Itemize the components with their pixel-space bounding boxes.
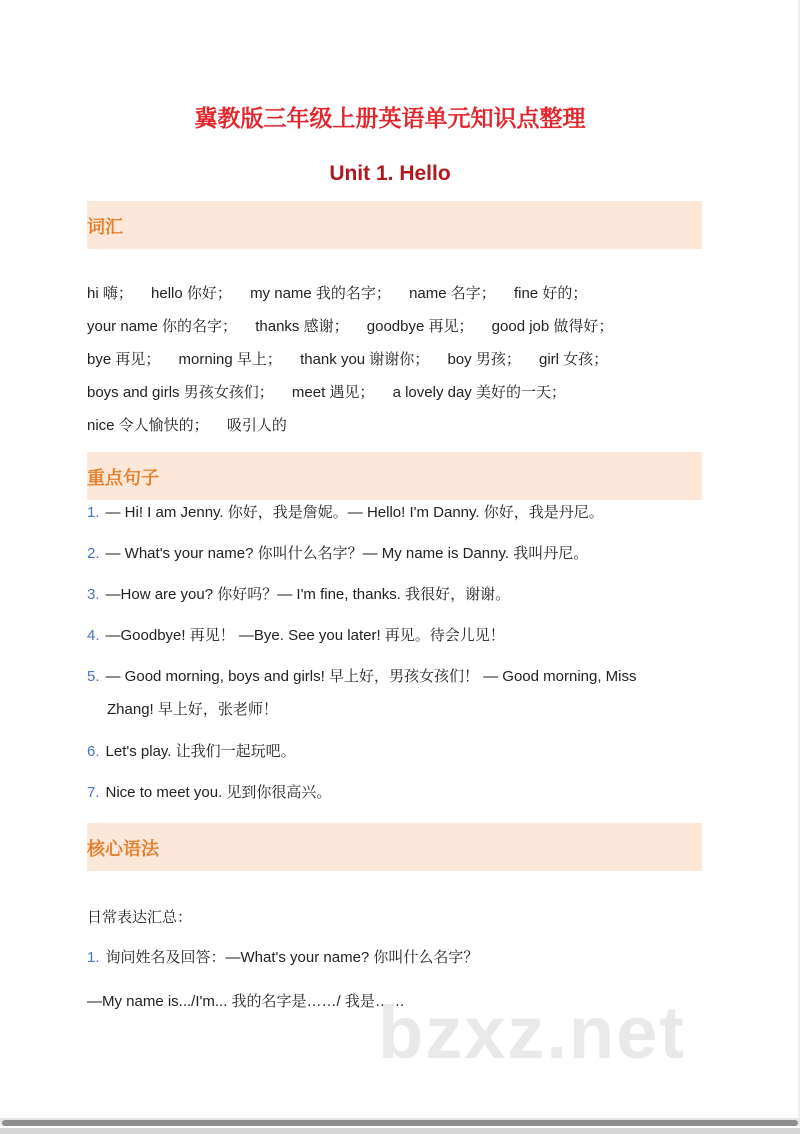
vocabulary-item: meet 遇见； [291, 384, 375, 401]
item-number: 1. [87, 504, 100, 521]
vocabulary-item: 吸引人的 [226, 417, 287, 434]
unit-title: Unit 1. Hello [329, 162, 451, 185]
sentence-text: — What's your name? 你叫什么名字？— My name is Danny. 我叫丹尼。 [105, 545, 589, 562]
item-number: 1. [87, 949, 100, 966]
vocabulary-item: boys and girls 男孩女孩们； [87, 384, 274, 401]
item-number: 5. [87, 668, 100, 685]
vocabulary-item: hello 你好； [151, 285, 232, 302]
sentence-text: —How are you? 你好吗？— I'm fine, thanks. 我很好，谢谢。 [105, 586, 511, 603]
vocabulary-item: name 名字； [409, 285, 496, 302]
vocabulary-item: goodbye 再见； [366, 318, 474, 335]
vocabulary-item: thanks 感谢； [255, 318, 349, 335]
section-heading: 词汇 [87, 217, 123, 237]
item-number: 7. [87, 784, 100, 801]
grammar-item [87, 941, 707, 974]
sentence-item [87, 660, 707, 693]
grammar-text: 询问姓名及回答：—What's your name? 你叫什么名字？ [105, 949, 479, 966]
item-number: 3. [87, 586, 100, 603]
sentence-item [87, 578, 707, 611]
vocabulary-item: girl 女孩； [539, 351, 609, 368]
sentence-item [87, 776, 707, 809]
sentence-item [87, 537, 707, 570]
sentence-text: —Goodbye! 再见！ —Bye. See you later! 再见。待会儿见！ [105, 627, 505, 644]
vocabulary-item: boy 男孩； [447, 351, 521, 368]
item-number: 6. [87, 743, 100, 760]
sentence-text: — Good morning, boys and girls! 早上好，男孩女孩们！ — Good morning, Miss [105, 668, 637, 685]
vocabulary-item: a lovely day 美好的一天； [392, 384, 566, 401]
section-header-grammar [87, 823, 702, 871]
sentence-item [87, 496, 707, 529]
vocabulary-item: my name 我的名字； [250, 285, 391, 302]
watermark: bzxz.net [378, 991, 686, 1074]
vocabulary-item: your name 你的名字； [87, 318, 238, 335]
vocabulary-item: thank you 谢谢你； [300, 351, 430, 368]
sentence-text: — Hi! I am Jenny. 你好，我是詹妮。— Hello! I'm Danny. 你好，我是丹尼。 [105, 504, 604, 521]
vocabulary-item: nice 令人愉快的； [87, 417, 209, 434]
item-number: 2. [87, 545, 100, 562]
vocabulary-list [87, 277, 702, 442]
sentence-continuation: Zhang! 早上好，张老师！ [107, 701, 278, 718]
sentence-text: Nice to meet you. 见到你很高兴。 [105, 784, 332, 801]
sentence-item [87, 619, 707, 652]
vocabulary-item: bye 再见； [87, 351, 161, 368]
document-title: 冀教版三年级上册英语单元知识点整理 [194, 105, 586, 131]
vocabulary-item: hi 嗨； [87, 285, 133, 302]
sentence-item [87, 735, 707, 768]
section-header-key-sentences [87, 452, 702, 500]
grammar-intro: 日常表达汇总： [87, 909, 193, 926]
sentence-text: Let's play. 让我们一起玩吧。 [105, 743, 296, 760]
horizontal-scrollbar-thumb[interactable] [2, 1120, 798, 1126]
vocabulary-item: good job 做得好； [491, 318, 614, 335]
item-number: 4. [87, 627, 100, 644]
grammar-answer-line: —My name is.../I'm... 我的名字是……/ 我是…… [87, 993, 405, 1010]
section-heading: 核心语法 [87, 839, 159, 859]
vocabulary-item: fine 好的； [513, 285, 588, 302]
section-header-vocabulary [87, 201, 702, 249]
vocabulary-item: morning 早上； [178, 351, 282, 368]
bottom-bar [0, 1128, 800, 1134]
section-heading: 重点句子 [87, 468, 159, 488]
